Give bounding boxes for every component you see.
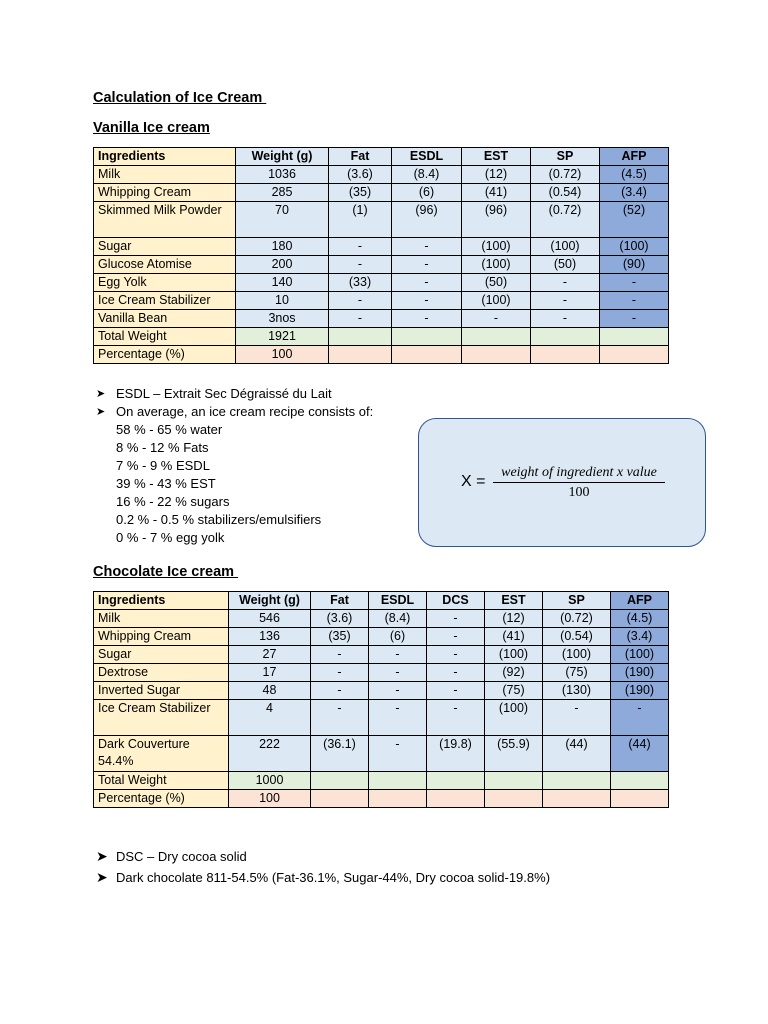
table-cell: Vanilla Bean xyxy=(94,310,236,328)
table-cell: - xyxy=(311,646,369,664)
column-header: AFP xyxy=(600,148,669,166)
table-cell: (100) xyxy=(462,256,531,274)
table-cell: Dark Couverture 54.4% xyxy=(94,736,229,772)
table-cell xyxy=(600,346,669,364)
table-cell: 1921 xyxy=(236,328,329,346)
table-cell: - xyxy=(531,310,600,328)
table-cell: (96) xyxy=(392,202,462,238)
table-cell: Sugar xyxy=(94,646,229,664)
table-cell: (100) xyxy=(462,238,531,256)
vanilla-table xyxy=(93,147,669,364)
table-cell: (3.4) xyxy=(611,628,669,646)
table-cell: 140 xyxy=(236,274,329,292)
table-cell: Whipping Cream xyxy=(94,628,229,646)
table-cell xyxy=(531,346,600,364)
column-header: DCS xyxy=(427,592,485,610)
table-cell: (100) xyxy=(462,292,531,310)
footnote-text: DSC – Dry cocoa solid xyxy=(116,849,247,864)
table-cell: 1036 xyxy=(236,166,329,184)
table-cell: 222 xyxy=(229,736,311,772)
table-cell: (75) xyxy=(485,682,543,700)
composition-list xyxy=(96,421,373,547)
table-cell: Sugar xyxy=(94,238,236,256)
table-cell: (35) xyxy=(329,184,392,202)
table-cell xyxy=(427,772,485,790)
table-cell: - xyxy=(369,736,427,772)
table-cell: (41) xyxy=(462,184,531,202)
chocolate-table xyxy=(93,591,669,808)
table-header-row xyxy=(94,592,669,610)
arrow-bullet-icon: ➤ xyxy=(96,406,106,418)
vanilla-title: Vanilla Ice cream xyxy=(93,120,210,136)
table-cell: (75) xyxy=(543,664,611,682)
footnote-dcs xyxy=(96,846,550,867)
table-cell xyxy=(311,772,369,790)
table-cell xyxy=(485,790,543,808)
table-cell: (0.72) xyxy=(531,202,600,238)
table-row xyxy=(94,736,669,772)
table-cell: - xyxy=(392,310,462,328)
table-cell: Glucose Atomise xyxy=(94,256,236,274)
table-cell xyxy=(485,772,543,790)
table-cell: (6) xyxy=(392,184,462,202)
table-cell: - xyxy=(392,256,462,274)
table-cell: - xyxy=(611,700,669,736)
footnotes xyxy=(96,846,550,888)
table-cell: 3nos xyxy=(236,310,329,328)
table-cell: Skimmed Milk Powder xyxy=(94,202,236,238)
column-header: EST xyxy=(462,148,531,166)
table-cell: - xyxy=(600,292,669,310)
table-cell: (19.8) xyxy=(427,736,485,772)
table-cell: Inverted Sugar xyxy=(94,682,229,700)
table-cell: - xyxy=(427,682,485,700)
column-header: Fat xyxy=(329,148,392,166)
table-cell: Milk xyxy=(94,610,229,628)
table-cell: - xyxy=(543,700,611,736)
table-cell: - xyxy=(427,664,485,682)
table-cell: (92) xyxy=(485,664,543,682)
footnote-text: Dark chocolate 811-54.5% (Fat-36.1%, Sugar-44%, Dry cocoa solid-19.8%) xyxy=(116,870,551,885)
table-cell: (0.72) xyxy=(531,166,600,184)
table-cell: (0.54) xyxy=(543,628,611,646)
table-cell xyxy=(369,772,427,790)
table-cell: - xyxy=(427,628,485,646)
vanilla-notes xyxy=(96,385,373,547)
column-header: Weight (g) xyxy=(229,592,311,610)
table-cell: (100) xyxy=(485,700,543,736)
table-row xyxy=(94,646,669,664)
table-row xyxy=(94,628,669,646)
column-header: Fat xyxy=(311,592,369,610)
table-cell: (50) xyxy=(462,274,531,292)
table-cell: 48 xyxy=(229,682,311,700)
table-cell: Percentage (%) xyxy=(94,346,236,364)
table-cell: (100) xyxy=(611,646,669,664)
table-cell xyxy=(392,328,462,346)
table-cell: (52) xyxy=(600,202,669,238)
table-cell: - xyxy=(392,238,462,256)
column-header: SP xyxy=(531,148,600,166)
formula-label: X = xyxy=(461,473,486,490)
table-cell: - xyxy=(311,664,369,682)
table-cell: (44) xyxy=(543,736,611,772)
table-cell: (3.6) xyxy=(311,610,369,628)
table-cell: 180 xyxy=(236,238,329,256)
table-cell: (4.5) xyxy=(600,166,669,184)
composition-item: 16 % - 22 % sugars xyxy=(116,494,230,509)
table-cell xyxy=(427,790,485,808)
page-title: Calculation of Ice Cream xyxy=(93,90,267,106)
table-cell: 17 xyxy=(229,664,311,682)
average-note xyxy=(96,403,373,421)
table-cell xyxy=(543,772,611,790)
table-cell: (50) xyxy=(531,256,600,274)
table-cell: (100) xyxy=(531,238,600,256)
table-row xyxy=(94,166,669,184)
table-cell xyxy=(611,772,669,790)
table-cell: - xyxy=(600,274,669,292)
table-row xyxy=(94,610,669,628)
table-cell: (100) xyxy=(600,238,669,256)
percentage-row xyxy=(94,346,669,364)
table-cell: 27 xyxy=(229,646,311,664)
table-cell: Ice Cream Stabilizer xyxy=(94,700,229,736)
table-cell: 70 xyxy=(236,202,329,238)
formula-numerator: weight of ingredient x value xyxy=(493,465,665,483)
table-cell: - xyxy=(369,682,427,700)
column-header: EST xyxy=(485,592,543,610)
table-cell xyxy=(531,328,600,346)
table-cell: (90) xyxy=(600,256,669,274)
table-cell xyxy=(462,346,531,364)
table-cell: - xyxy=(392,292,462,310)
formula-denominator: 100 xyxy=(568,485,590,500)
table-cell: (100) xyxy=(485,646,543,664)
column-header: Weight (g) xyxy=(236,148,329,166)
table-cell: - xyxy=(462,310,531,328)
table-cell xyxy=(543,790,611,808)
average-note-text: On average, an ice cream recipe consists of: xyxy=(116,404,374,419)
chocolate-title: Chocolate Ice cream xyxy=(93,564,239,580)
table-cell: (3.4) xyxy=(600,184,669,202)
table-cell: 200 xyxy=(236,256,329,274)
total-weight-row xyxy=(94,772,669,790)
table-cell: - xyxy=(329,292,392,310)
table-cell: 1000 xyxy=(229,772,311,790)
table-cell: - xyxy=(329,310,392,328)
table-cell: (8.4) xyxy=(369,610,427,628)
table-cell: (3.6) xyxy=(329,166,392,184)
table-cell: (0.54) xyxy=(531,184,600,202)
table-cell: - xyxy=(369,646,427,664)
table-cell: (12) xyxy=(462,166,531,184)
table-cell: (41) xyxy=(485,628,543,646)
table-cell: Total Weight xyxy=(94,328,236,346)
table-cell: - xyxy=(392,274,462,292)
table-cell: (36.1) xyxy=(311,736,369,772)
table-cell: Ice Cream Stabilizer xyxy=(94,292,236,310)
table-cell: 285 xyxy=(236,184,329,202)
table-cell: - xyxy=(531,274,600,292)
column-header: Ingredients xyxy=(94,148,236,166)
column-header: AFP xyxy=(611,592,669,610)
composition-item: 0.2 % - 0.5 % stabilizers/emulsifiers xyxy=(116,512,322,527)
table-row xyxy=(94,184,669,202)
table-cell: (190) xyxy=(611,664,669,682)
table-cell xyxy=(311,790,369,808)
column-header: ESDL xyxy=(392,148,462,166)
footnote-dark-chocolate xyxy=(96,867,550,888)
table-cell: (4.5) xyxy=(611,610,669,628)
table-row xyxy=(94,310,669,328)
table-cell: 100 xyxy=(229,790,311,808)
table-cell: - xyxy=(600,310,669,328)
table-cell: 136 xyxy=(229,628,311,646)
table-row xyxy=(94,682,669,700)
table-cell: - xyxy=(427,610,485,628)
table-row xyxy=(94,664,669,682)
table-cell: - xyxy=(531,292,600,310)
table-cell: (0.72) xyxy=(543,610,611,628)
table-cell: Total Weight xyxy=(94,772,229,790)
table-cell: - xyxy=(369,664,427,682)
table-cell: (35) xyxy=(311,628,369,646)
table-cell: (190) xyxy=(611,682,669,700)
table-cell: 10 xyxy=(236,292,329,310)
table-cell xyxy=(329,328,392,346)
table-cell: Dextrose xyxy=(94,664,229,682)
total-weight-row xyxy=(94,328,669,346)
table-row xyxy=(94,274,669,292)
arrow-bullet-icon: ➤ xyxy=(96,848,108,864)
table-cell: - xyxy=(329,238,392,256)
table-cell: (96) xyxy=(462,202,531,238)
table-cell: Egg Yolk xyxy=(94,274,236,292)
table-cell: - xyxy=(329,256,392,274)
esdl-note-text: ESDL – Extrait Sec Dégraissé du Lait xyxy=(116,386,332,401)
table-cell: - xyxy=(311,700,369,736)
table-cell: (1) xyxy=(329,202,392,238)
table-cell: (6) xyxy=(369,628,427,646)
table-cell: 546 xyxy=(229,610,311,628)
table-cell xyxy=(392,346,462,364)
table-cell xyxy=(369,790,427,808)
column-header: ESDL xyxy=(369,592,427,610)
table-row xyxy=(94,238,669,256)
table-cell: (8.4) xyxy=(392,166,462,184)
composition-item: 8 % - 12 % Fats xyxy=(116,440,209,455)
table-cell: - xyxy=(311,682,369,700)
table-row xyxy=(94,292,669,310)
table-cell: Whipping Cream xyxy=(94,184,236,202)
table-cell: (12) xyxy=(485,610,543,628)
table-header-row xyxy=(94,148,669,166)
composition-item: 7 % - 9 % ESDL xyxy=(116,458,210,473)
arrow-bullet-icon: ➤ xyxy=(96,388,106,400)
table-cell xyxy=(329,346,392,364)
table-cell: - xyxy=(427,646,485,664)
table-cell xyxy=(600,328,669,346)
table-cell: Milk xyxy=(94,166,236,184)
composition-item: 58 % - 65 % water xyxy=(116,422,223,437)
table-row xyxy=(94,700,669,736)
table-cell xyxy=(462,328,531,346)
table-cell: (55.9) xyxy=(485,736,543,772)
table-cell: Percentage (%) xyxy=(94,790,229,808)
table-cell: 4 xyxy=(229,700,311,736)
table-cell: - xyxy=(427,700,485,736)
table-row xyxy=(94,202,669,238)
composition-item: 39 % - 43 % EST xyxy=(116,476,216,491)
column-header: SP xyxy=(543,592,611,610)
column-header: Ingredients xyxy=(94,592,229,610)
arrow-bullet-icon: ➤ xyxy=(96,869,108,885)
esdl-note xyxy=(96,385,373,403)
table-cell: - xyxy=(369,700,427,736)
table-cell: (33) xyxy=(329,274,392,292)
table-cell: (44) xyxy=(611,736,669,772)
table-cell: 100 xyxy=(236,346,329,364)
table-cell xyxy=(611,790,669,808)
table-cell: (130) xyxy=(543,682,611,700)
formula-box xyxy=(418,418,706,547)
percentage-row xyxy=(94,790,669,808)
formula-fraction xyxy=(493,465,665,501)
table-cell: (100) xyxy=(543,646,611,664)
table-row xyxy=(94,256,669,274)
composition-item: 0 % - 7 % egg yolk xyxy=(116,530,225,545)
